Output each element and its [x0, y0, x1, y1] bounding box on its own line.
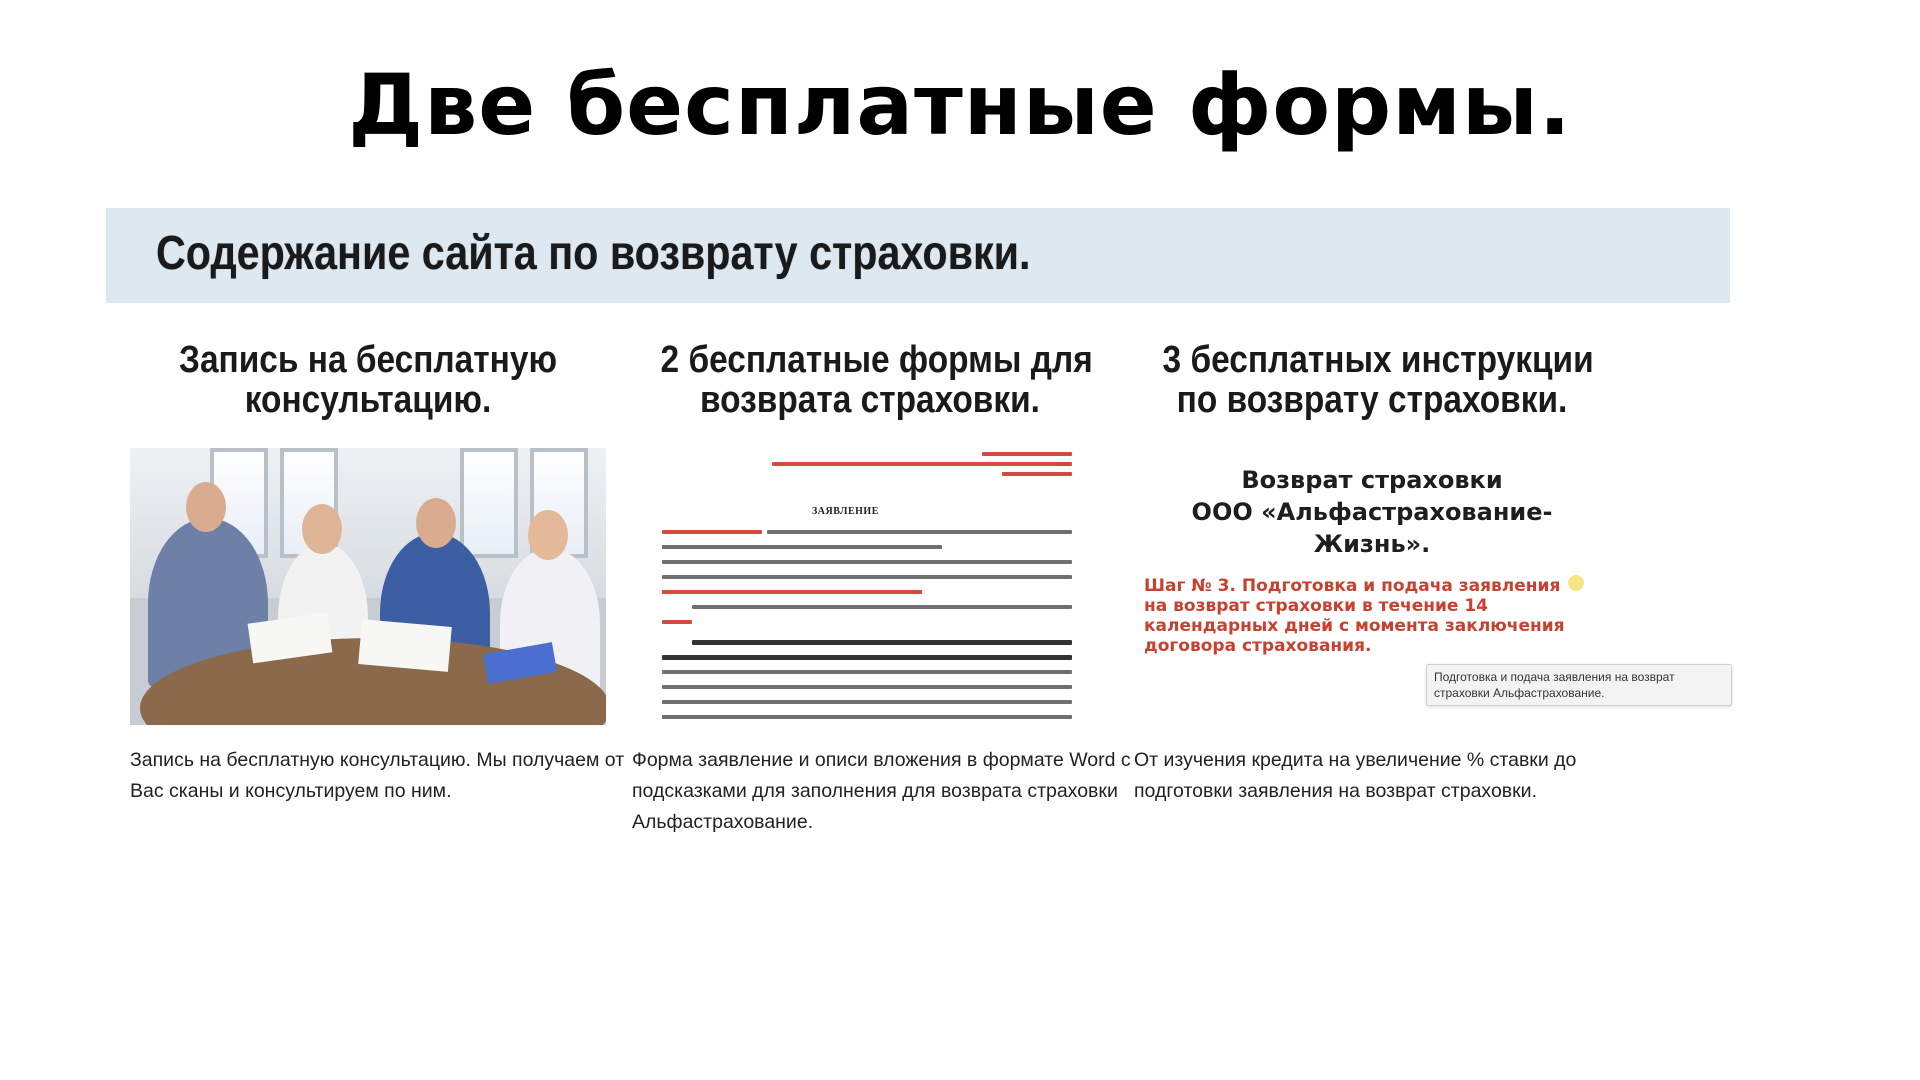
doc-line	[1002, 472, 1072, 476]
column-title	[632, 340, 1108, 440]
doc-line	[662, 560, 1072, 564]
doc-line	[662, 715, 1072, 719]
banner-title: Содержание сайта по возврату страховки.	[156, 227, 1031, 280]
instruction-title-line: Возврат страховки	[1241, 466, 1503, 494]
photo-window	[460, 448, 518, 558]
photo-paper	[358, 619, 452, 672]
doc-line	[662, 545, 942, 549]
column-description: Запись на бесплатную консультацию. Мы получаем от Вас сканы и консультируем по ним.	[130, 749, 625, 802]
application-form-preview[interactable]	[632, 448, 1108, 725]
doc-line	[662, 655, 1072, 660]
doc-line	[662, 530, 762, 534]
doc-line	[692, 605, 1072, 609]
forms-column	[632, 339, 1131, 838]
column-title	[130, 340, 606, 440]
column-title-line: 3 бесплатных инструкции	[1162, 339, 1594, 381]
doc-line	[662, 575, 1072, 579]
column-title	[1134, 340, 1610, 440]
column-title-line: возврата страховки.	[700, 379, 1040, 421]
doc-line	[692, 640, 1072, 645]
column-title-line: консультацию.	[244, 379, 492, 421]
site-content-banner	[106, 208, 1730, 303]
instruction-title-line: ООО «Альфастрахование-	[1191, 498, 1553, 526]
instructions-column	[1134, 340, 1610, 807]
person-head	[416, 498, 456, 548]
doc-line	[982, 452, 1072, 456]
instruction-title-line: Жизнь».	[1313, 530, 1431, 558]
instruction-step-text: Шаг № 3. Подготовка и подача заявления на возврат страховки в течение 14 календарных дней с момента заключения договора страхования.	[1144, 576, 1565, 656]
instruction-title	[1134, 464, 1610, 560]
person-head	[186, 482, 226, 532]
slide-title: Две бесплатные формы.	[348, 56, 1572, 154]
column-description: Форма заявление и описи вложения в формате Word с подсказками для заполнения для возврата страховки Альфастрахование.	[632, 749, 1131, 833]
column-title-line: 2 бесплатные формы для	[660, 339, 1093, 381]
cursor-highlight-icon	[1568, 575, 1584, 591]
doc-line	[662, 700, 1072, 704]
doc-heading: ЗАЯВЛЕНИЕ	[812, 506, 879, 517]
doc-line	[767, 530, 1072, 534]
doc-line	[662, 620, 692, 624]
image-tooltip: Подготовка и подача заявления на возврат страховки Альфастрахование.	[1426, 664, 1732, 706]
doc-line	[662, 685, 1072, 689]
person-head	[528, 510, 568, 560]
person-head	[302, 504, 342, 554]
column-title-line: Запись на бесплатную	[178, 339, 558, 381]
consultation-column	[130, 339, 625, 807]
doc-line	[772, 462, 1072, 466]
doc-line	[662, 670, 1072, 674]
column-description: От изучения кредита на увеличение % ставки до подготовки заявления на возврат страховки.	[1134, 749, 1577, 802]
consultation-photo[interactable]	[130, 448, 606, 725]
doc-line	[662, 590, 922, 594]
column-title-line: по возврату страховки.	[1176, 379, 1568, 421]
